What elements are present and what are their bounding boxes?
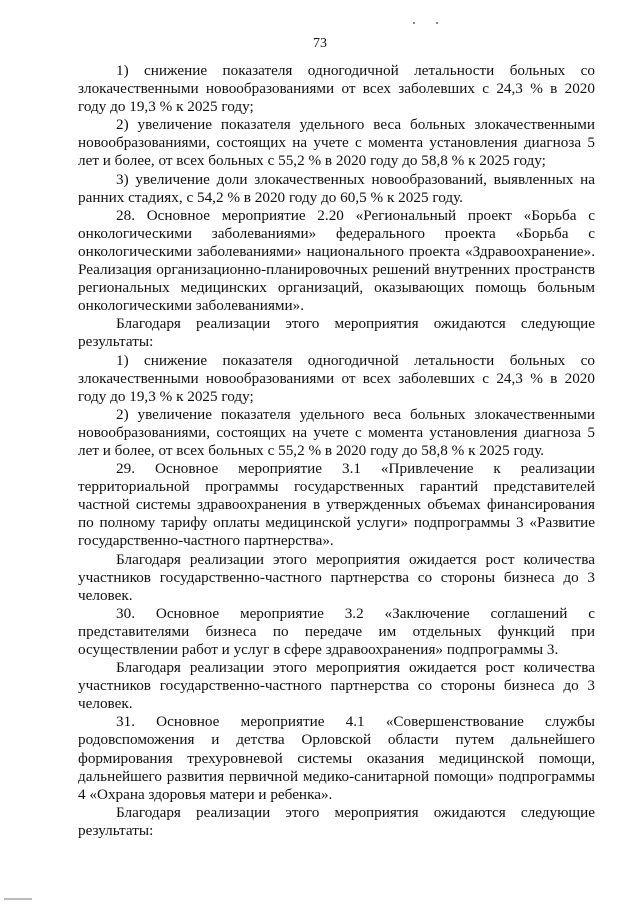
paragraph: Благодаря реализации этого мероприятия ожидается рост количества участников государственно-частного партнерства со стороны бизнеса до 3 человек. [78,659,595,713]
paragraph: 1) снижение показателя одногодичной летальности больных со злокачественными новообразованиями от всех заболевших с 24,3 % в 2020 году до 19,3 % к 2025 году; [78,351,595,405]
scan-speck [436,22,438,24]
paragraph: 2) увеличение показателя удельного веса больных злокачественными новообразованиями, состоящих на учете с момента установления диагноза 5 лет и более, от всех больных с 55,2 % в 2020 году до 58,8 % к 2025 году. [78,405,595,459]
paragraph: Благодаря реализации этого мероприятия ожидается рост количества участников государственно-частного партнерства со стороны бизнеса до 3 человек. [78,550,595,604]
paragraph: 28. Основное мероприятие 2.20 «Региональный проект «Борьба с онкологическими заболеваниями» федерального проекта «Борьба с онкологическими заболеваниями» национального проекта «Здравоохранение». Реализация организационно-планировочных решений внутренних пространств региональных медицинских организаций, оказывающих помощь больным онкологическими заболеваниями». [78,206,595,315]
scan-speck [4,898,32,900]
paragraph: Благодаря реализации этого мероприятия ожидаются следующие результаты: [78,803,595,839]
paragraph: Благодаря реализации этого мероприятия ожидаются следующие результаты: [78,315,595,351]
paragraph: 31. Основное мероприятие 4.1 «Совершенствование службы родовспоможения и детства Орловской области путем дальнейшего формирования трехуровневой системы оказания медицинской помощи, дальнейшего развития первичной медико-санитарной помощи» подпрограммы 4 «Охрана здоровья матери и ребенка». [78,713,595,803]
page-number: 73 [313,36,327,51]
paragraph: 2) увеличение показателя удельного веса больных злокачественными новообразованиями, состоящих на учете с момента установления диагноза 5 лет и более, от всех больных с 55,2 % в 2020 году до 58,8 % к 2025 году; [78,116,595,170]
paragraph: 3) увеличение доли злокачественных новообразований, выявленных на ранних стадиях, с 54,2 % в 2020 году до 60,5 % к 2025 году. [78,170,595,206]
scan-speck [413,22,415,24]
paragraph: 29. Основное мероприятие 3.1 «Привлечение к реализации территориальной программы государственных гарантий представителей частной системы здравоохранения в утвержденных объемах финансирования по полному тарифу оплаты медицинской услуги» подпрограммы 3 «Развитие государственно-частного партнерства». [78,460,595,550]
paragraph: 30. Основное мероприятие 3.2 «Заключение соглашений с представителями бизнеса по передаче им отдельных функций при осуществлении работ и услуг в сфере здравоохранения» подпрограммы 3. [78,604,595,658]
document-body [78,62,595,840]
paragraph: 1) снижение показателя одногодичной летальности больных со злокачественными новообразованиями от всех заболевших с 24,3 % в 2020 году до 19,3 % к 2025 году; [78,62,595,116]
